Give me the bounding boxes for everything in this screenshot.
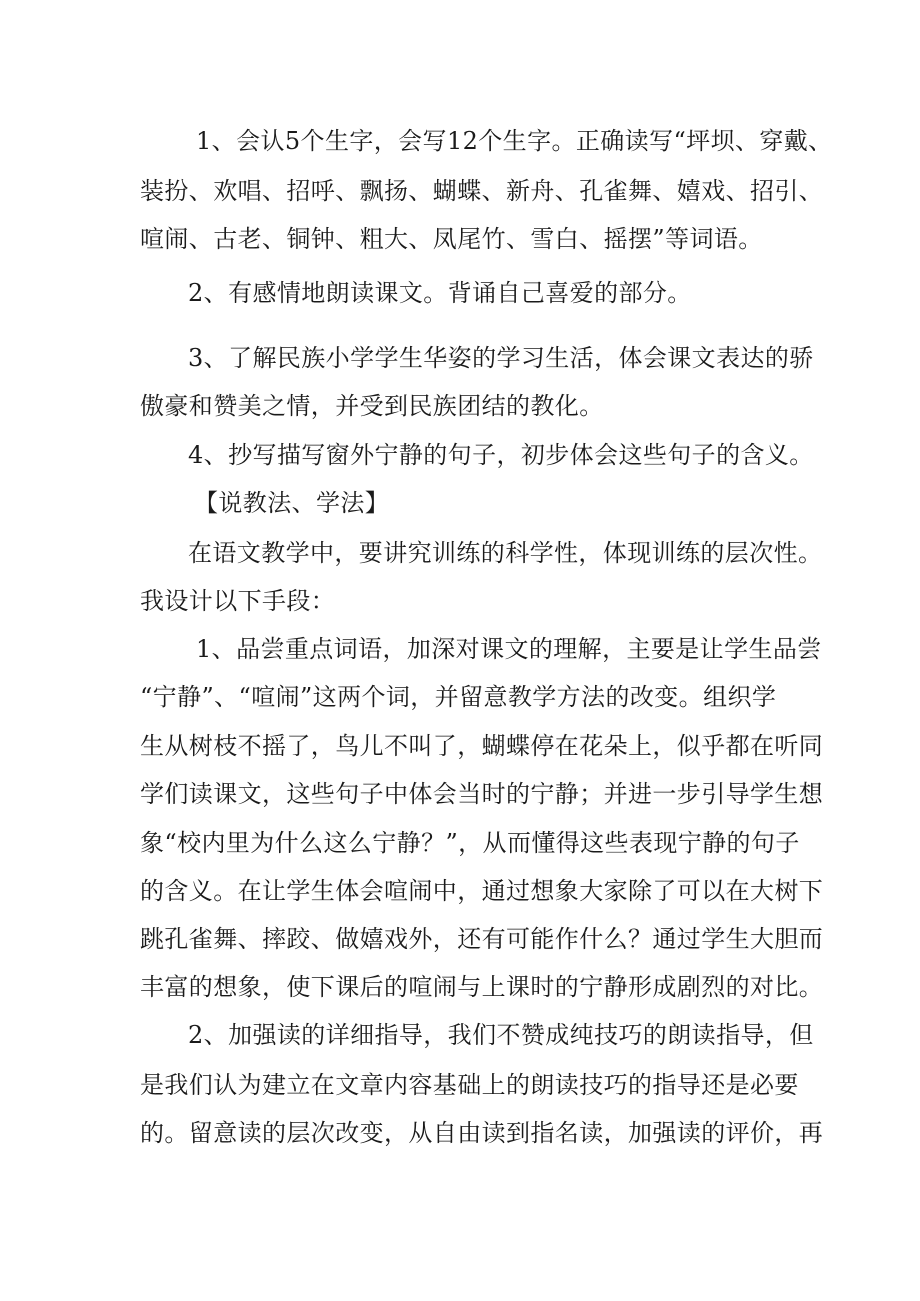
text-line: 我设计以下手段： xyxy=(140,587,336,615)
text-line: 1、会认5个生字，会写12个生字。正确读写“坪坝、穿戴、 xyxy=(196,127,833,155)
text-line: 是我们认为建立在文章内容基础上的朗读技巧的指导还是必要 xyxy=(140,1071,799,1099)
text-line: 的含义。在让学生体会喧闹中，通过想象大家除了可以在大树下 xyxy=(140,877,824,905)
text-line: 喧闹、古老、铜钟、粗大、凤尾竹、雪白、摇摆”等词语。 xyxy=(140,225,763,253)
text-line: 象“校内里为什么这么宁静？”，从而懂得这些表现宁静的句子 xyxy=(140,829,800,857)
text-line: 丰富的想象，使下课后的喧闹与上课时的宁静形成剧烈的对比。 xyxy=(140,973,824,1001)
text-line: 2、加强读的详细指导，我们不赞成纯技巧的朗读指导，但 xyxy=(188,1021,814,1049)
text-line: 傲豪和赞美之情，并受到民族团结的教化。 xyxy=(140,392,604,420)
text-line: 生从树枝不摇了，鸟儿不叫了，蝴蝶停在花朵上，似乎都在听同 xyxy=(140,732,824,760)
text-line: 学们读课文，这些句子中体会当时的宁静；并进一步引导学生想 xyxy=(140,780,824,808)
text-line: “宁静”、“喧闹”这两个词，并留意教学方法的改变。组织学 xyxy=(140,683,777,711)
text-line: 2、有感情地朗读课文。背诵自己喜爱的部分。 xyxy=(188,279,692,307)
text-line: 3、了解民族小学学生华姿的学习生活，体会课文表达的骄 xyxy=(188,344,814,372)
text-line: 装扮、欢唱、招呼、飘扬、蝴蝶、新舟、孔雀舞、嬉戏、招引、 xyxy=(140,177,824,205)
text-line: 的。留意读的层次改变，从自由读到指名读，加强读的评价，再 xyxy=(140,1119,824,1147)
text-line: 跳孔雀舞、摔跤、做嬉戏外，还有可能作什么？通过学生大胆而 xyxy=(140,925,824,953)
text-line: 4、抄写描写窗外宁静的句子，初步体会这些句子的含义。 xyxy=(188,441,814,469)
section-heading: 【说教法、学法】 xyxy=(194,489,390,517)
text-line: 1、品尝重点词语，加深对课文的理解，主要是让学生品尝 xyxy=(196,635,822,663)
text-line: 在语文教学中，要讲究训练的科学性，体现训练的层次性。 xyxy=(188,539,823,567)
